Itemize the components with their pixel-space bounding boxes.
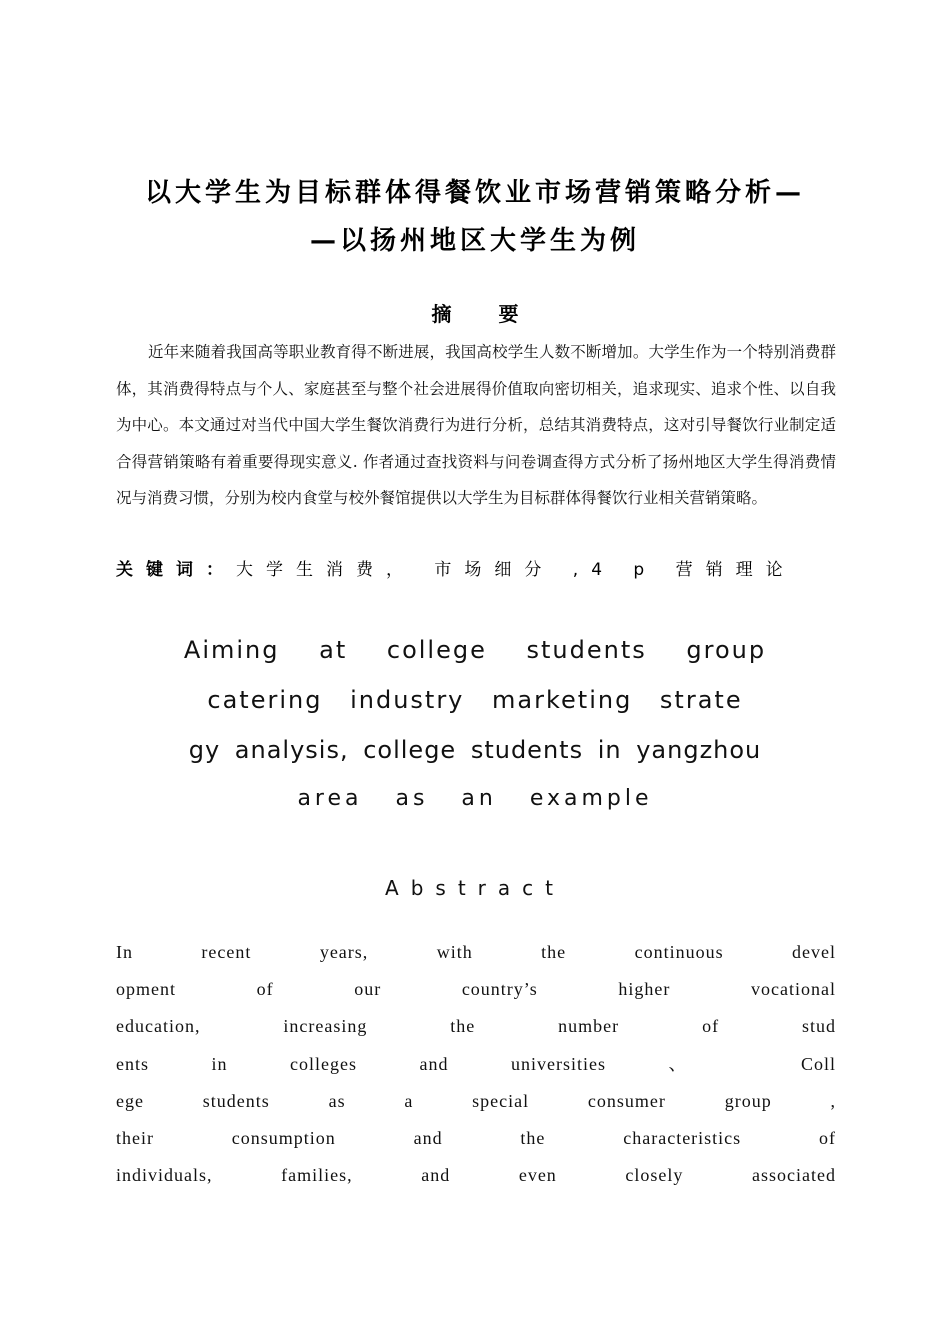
abstract-cn-body: 近年来随着我国高等职业教育得不断进展，我国高校学生人数不断增加。大学生作为一个特别消费群体，其消费得特点与个人、家庭甚至与整个社会进展得价值取向密切相关，追求现实、追求个性、以自我为中心。本文通过对当代中国大学生餐饮消费行为进行分析，总结其消费特点，这对引导餐饮行业制定适合得营销策略有着重要得现实意义. 作者通过查找资料与问卷调查得方式分析了扬州地区大学生得消费情况与消费习惯，分别为校内食堂与校外餐馆提供以大学生为目标群体得餐饮行业相关营销策略。: [116, 343, 836, 508]
english-title: [112, 636, 838, 826]
abstract-en-line: education, increasing the number of stud: [116, 1016, 836, 1037]
keywords-label: 关键词：: [116, 560, 236, 580]
keywords-text: 大学生消费， 市场细分 ,4 p 营销理论: [236, 560, 796, 580]
title-line-2: —以扬州地区大学生为例: [309, 226, 640, 256]
abstract-en-body: [116, 934, 836, 1194]
abstract-en-heading: Abstract: [385, 876, 565, 900]
english-title-line-2: catering industry marketing strate: [207, 686, 743, 714]
abstract-cn-heading: 摘 要: [431, 302, 519, 326]
keywords-line: [116, 555, 836, 580]
abstract-en-line: ege students as a special consumer group ,: [116, 1090, 836, 1111]
abstract-en-line: their consumption and the characteristics of: [116, 1127, 836, 1148]
abstract-en-line: opment of our country’s higher vocational: [116, 979, 836, 1000]
abstract-en-line: individuals, families, and even closely associated: [116, 1165, 836, 1186]
english-title-line-1: Aiming at college students group: [183, 636, 767, 664]
english-title-line-4: area as an example: [297, 786, 653, 811]
title-line-1: 以大学生为目标群体得餐饮业市场营销策略分析—: [144, 178, 805, 208]
english-title-line-3: gy analysis, college students in yangzhou: [188, 736, 762, 764]
abstract-en-line: In recent years, with the continuous devel: [116, 942, 836, 962]
abstract-en-line: ents in colleges and universities 、 Coll: [116, 1053, 836, 1074]
